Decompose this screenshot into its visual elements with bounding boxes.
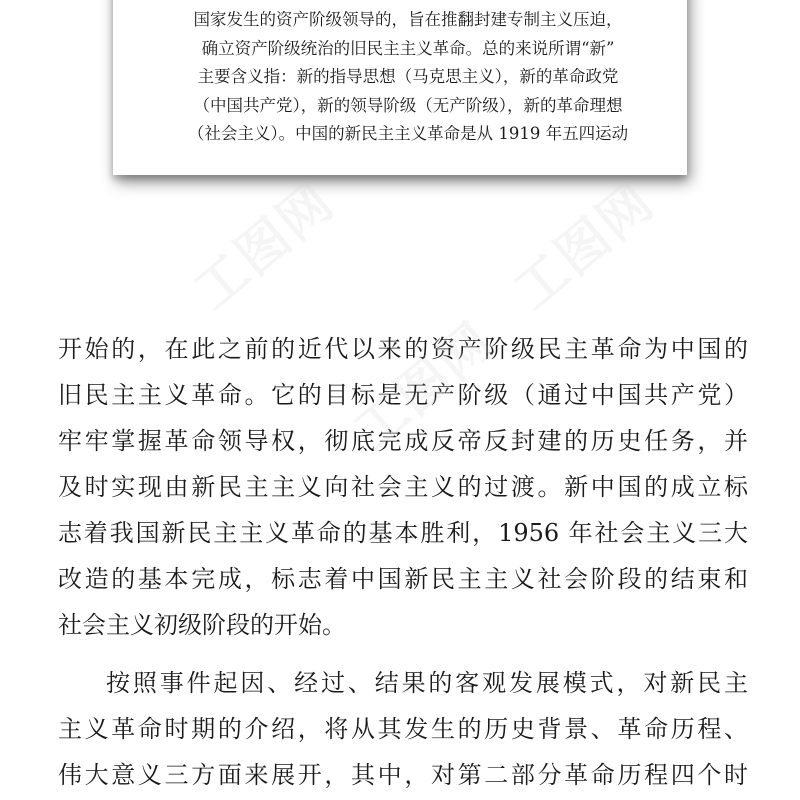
text-line: 按照事件起因、经过、结果的客观发展模式，对新民主 xyxy=(106,669,748,697)
text-line: 及时实现由新民主主义向社会主义的过渡。新中国的成立标 xyxy=(58,473,748,501)
paragraph xyxy=(58,326,748,648)
excerpt-line: （中国共产党），新的领导阶级（无产阶级），新的革命理想 xyxy=(193,95,623,115)
watermark: 工图网 xyxy=(343,311,506,462)
watermark: 工图网 xyxy=(503,171,666,322)
body-text xyxy=(58,326,748,798)
text-line: 志着我国新民主主义革命的基本胜利，1956 年社会主义三大 xyxy=(58,519,748,547)
text-line: 旧民主主义革命。它的目标是无产阶级（通过中国共产党） xyxy=(58,381,748,409)
paragraph xyxy=(58,660,748,798)
paragraph-gap xyxy=(58,648,748,660)
text-line: 主义革命时期的介绍，将从其发生的历史背景、革命历程、 xyxy=(58,715,748,743)
excerpt-line: （社会主义）。中国的新民主主义革命是从 1919 年五四运动 xyxy=(187,124,629,143)
text-line: 伟大意义三方面来展开，其中，对第二部分革命历程四个时 xyxy=(58,761,748,789)
text-line: 开始的，在此之前的近代以来的资产阶级民主革命为中国的 xyxy=(58,335,748,363)
excerpt-line: 确立资产阶级统治的旧民主主义革命。总的来说所谓“新” xyxy=(201,38,615,58)
text-line: 改造的基本完成，标志着中国新民主主义社会阶段的结束和 xyxy=(58,565,748,593)
excerpt-line: 主要含义指：新的指导思想（马克思主义），新的革命政党 xyxy=(197,67,619,86)
excerpt-card xyxy=(113,0,687,175)
text-line: 社会主义初级阶段的开始。 xyxy=(58,611,346,639)
excerpt-text xyxy=(158,6,658,149)
watermark: 工图网 xyxy=(183,171,346,322)
excerpt-line: 国家发生的资产阶级领导的，旨在推翻封建专制主义压迫， xyxy=(193,10,623,29)
text-line: 牢牢掌握革命领导权，彻底完成反帝反封建的历史任务，并 xyxy=(58,427,748,455)
